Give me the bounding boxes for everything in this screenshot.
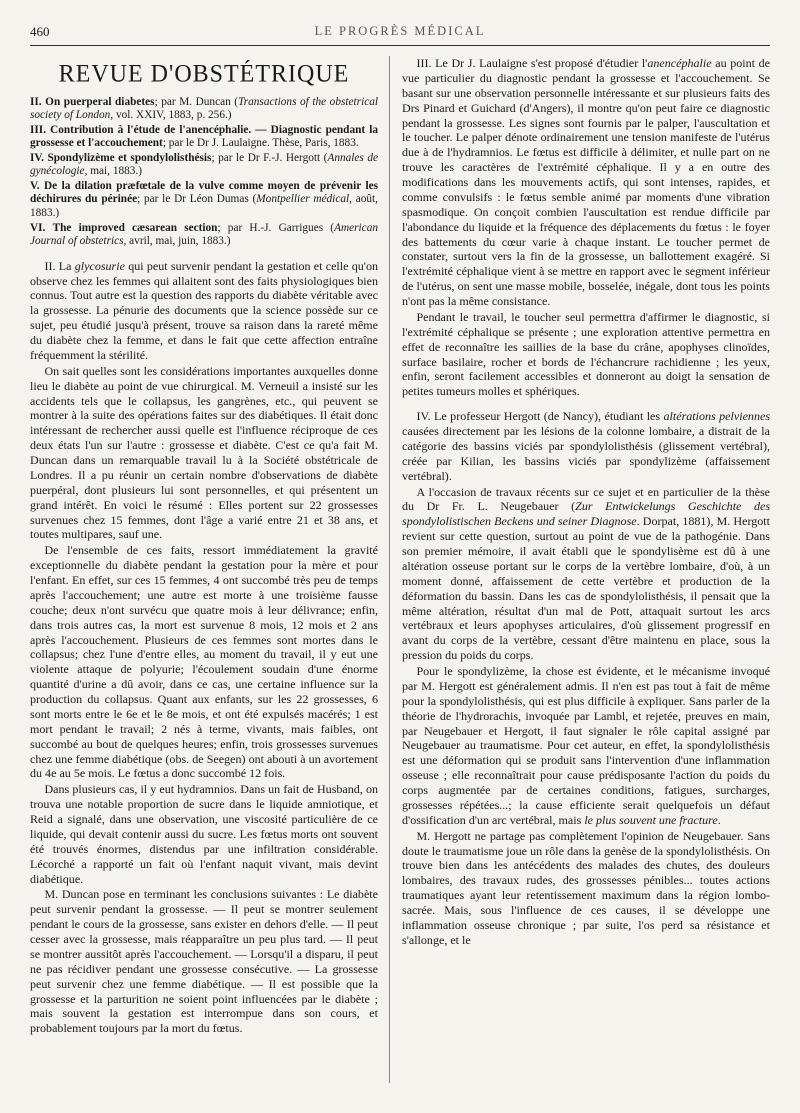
reference-number: VI.	[30, 221, 46, 234]
italic-term: altérations pelviennes	[663, 409, 770, 424]
text-run: Pour le spondylizème, la chose est évidente, et le mécanisme invoqué par M. Hergott est généralement admis. Il n'en est pas tout à fait de même pour la spondylolisthésis, qui est plus difficile à expliquer. Sans parler de la théorie de l'hydrorachis, invoquée par Lambl, et rejetée, preuves en main, par Neugebauer et Hergott, il faut signaler le rôle capital assigné par Neugebauer au traumatisme. Pour cet auteur, en effet, la spondylolisthésis est une déformation qui se produit sans l'intervention d'une inflammation osseuse ; elle reconnaîtrait pour cause prédisposante l'action du poids du corps augmentée par de certaines conditions, fatigues, surcharges, grossesses répétées...; la cause efficiente serait quelquefois un défaut d'ossification d'un arc vertébral, mais	[402, 664, 770, 827]
section-title: REVUE D'OBSTÉTRIQUE	[58, 60, 350, 88]
reference-source: Annales de gynécologie	[30, 151, 378, 178]
text-run: au point de vue particulier du diagnostic pendant la grossesse et l'accouchement. Se basant sur une observation personnelle intéressante et sur plusieurs faits des Drs Pinard et Guichard (d'Angers), il montre qu'on peut faire ce diagnostic pendant la grossesse. Les signes sont fournis par le palper, l'auscultation et le toucher. Le palper dénote ordinairement une tension manifeste de l'utérus due à de l'hydramnios. Le fœtus est difficile à délimiter, et nulle part on ne trouve les caractères de l'extrémité céphalique. Il y a en outre des modifications dans les mouvements actifs, qui sont intenses, rapides, et comme convulsifs : le fœtus semble animé par moments d'une vibration spasmodique. On conçoit combien l'auscultation est rendue difficile par l'abondance du liquide et la fréquence des déplacements du fœtus : le foyer des battements du cœur varie à chaque instant. Le toucher permet de constater, surtout vers la fin de la grossesse, un ballottement exagéré. Si l'extrémité céphalique vient à se mettre en rapport avec le segment inférieur de l'utérus, on sent une masse mobile, bosselée, inégale, dont tous les points n'ont pas la même consistance.	[402, 56, 770, 308]
reference-title: Spondylizème et spondylolisthésis	[47, 151, 212, 164]
reference-title: The improved cæsarean section	[52, 221, 218, 234]
paragraph-hergott	[402, 409, 770, 483]
text-run: A l'occasion de travaux récents sur ce sujet et en particulier de la thèse du Dr Fr. L. Neugebauer (	[402, 484, 770, 514]
reference-details: , août, 1883.)	[30, 193, 378, 220]
column-divider	[389, 56, 390, 1083]
reference-title: De la dilation præfœtale de la vulve comme moyen de prévenir les déchirures du périnée	[30, 179, 378, 206]
reference-details: , mai, 1883.)	[84, 165, 142, 178]
text-run: IV. Le professeur Hergott (de Nancy), étudiant les	[416, 409, 664, 424]
reference-item	[30, 124, 378, 151]
reference-source: Transactions of the obstetrical society of London	[30, 95, 378, 122]
text-run: qui peut survenir pendant la gestation et celle qu'on observe chez les femmes qui allaitent sont des faits physiologiques bien connus. Tout autre est la question des rapports du diabète véritable avec la grossesse. La pénurie des documents que la science possède sur ce sujet, peu étudié jusqu'à présent, trouve sa raison dans la rareté même du diabète chez la femme, et dans le fait que cette affection entraîne fréquemment la stérilité.	[30, 258, 378, 362]
reference-author: ; par le Dr Léon Dumas (	[137, 193, 257, 206]
reference-item	[30, 96, 378, 123]
paragraph-spondylizeme	[402, 664, 770, 828]
reference-author: ; par le Dr J. Laulaigne. Thèse, Paris, 1883.	[162, 137, 359, 150]
text-run: . Dorpat, 1881), M. Hergott revient sur cette question, surtout au point de vue de la pathogénie. Dans son premier mémoire, il avait établi que le spondylisème est dû à une altération osseuse portant sur le corps de la vertèbre lombaire, d'où, à un moment donné, affaissement de cette vertèbre et production de la déformation du bassin. Dans les cas de spondylolisthésis, il pensait que la même altération, résultat d'un mal de Pott, attaquait surtout les arcs vertébraux et leurs apophyses articulaires, d'où glissement progressif en avant du corps de la vertèbre, cessant d'être maintenu en place, sous la pression du poids du corps.	[402, 514, 770, 663]
italic-term: le plus souvent une fracture	[584, 812, 718, 827]
reference-title: Contribution à l'étude de l'anencéphalie. — Diagnostic pendant la grossesse et l'accouchement	[30, 123, 378, 150]
italic-term: glycosurie	[74, 258, 125, 273]
paragraph-diabetes-intro	[30, 259, 378, 363]
paragraph-labor-diagnosis: Pendant le travail, le toucher seul permettra d'affirmer le diagnostic, si l'extrémité céphalique se présente ; une exploration attentive permettra en effet de reconnaître les saillies de la base du crâne, apophyses clinoïdes, surface basilaire, rocher et bords de l'échancrure rachidienne ; les yeux, enfin, seront facilement accessibles et donneront au doigt la sensation de petites tumeurs molles et sphériques.	[402, 309, 770, 399]
text-run: III. Le Dr J. Laulaigne s'est proposé d'étudier l'	[416, 56, 648, 70]
italic-title: Zur Entwickelungs Geschichte des spondylolistischen Beckens und seiner Diagnose	[402, 499, 770, 529]
reference-source: American Journal of obstetrics	[30, 221, 378, 248]
text-run: II. La	[44, 258, 75, 273]
header-rule	[30, 45, 770, 46]
reference-item	[30, 152, 378, 179]
page-header	[30, 24, 770, 44]
reference-author: ; par H.-J. Garrigues (	[217, 221, 335, 234]
paragraph-hydramnios: Dans plusieurs cas, il y eut hydramnios. Dans un fait de Husband, on trouva une notable proportion de sucre dans le liquide amniotique, et Reid a signalé, dans une observation, une viscosité particulière de ce liquide, qui devait contenir aussi du sucre. Les fœtus morts ont souvent été trouvés énormes, distendus par une infiltration considérable. Lécorché a rapporté un fait où l'enfant naquit vivant, mais devint diabétique.	[30, 782, 378, 886]
italic-term: anencéphalie	[647, 56, 712, 70]
reference-number: II.	[30, 95, 42, 108]
right-column	[402, 56, 770, 1083]
reference-item	[30, 180, 378, 221]
reference-author: ; par M. Duncan (	[154, 95, 239, 108]
left-column	[30, 56, 378, 1083]
paragraph-gravity: De l'ensemble de ces faits, ressort immédiatement la gravité exceptionnelle du diabète pendant la gestation pour la mère et pour l'enfant. En effet, sur ces 15 femmes, 4 ont succombé très peu de temps après l'accouchement; une autre est morte à une troisième fausse couche; deux n'ont survécu que quatre mois à leur délivrance; enfin, dans trois autres cas, la mort est survenue 8 mois, 12 mois et 2 ans après l'accouchement. Plusieurs de ces femmes sont mortes dans le collapsus; chez l'une d'entre elles, au moment du travail, il y eut une violente attaque de polyurie; l'écoulement soudain d'une énorme quantité d'urine a dû avoir, dans ce cas, une certaine influence sur la production du collapsus. Quant aux enfants, sur les 22 grossesses, 6 sont morts entre le 6e et le 8e mois, et ont été expulsés macérés; 1 est mort pendant le travail; 2 nés à terme, vivants, mais faibles, ont succombé au bout de quelques heures; enfin, trois grossesses survenues chez une femme diabétique (obs. de Seegen) ont abouti à un avortement du 4e au 5e mois. Le fœtus a donc succombé 12 fois.	[30, 543, 378, 781]
reference-list	[30, 96, 378, 249]
reference-number: V.	[30, 179, 40, 192]
page-number: 460	[30, 24, 50, 39]
text-run: causées directement par les lésions de la colonne lombaire, a distrait de la catégorie des bassins viciés par spondylolisthésis (glissement vertébral), créée par Kilian, les bassins viciés par spondylizème (affaissement vertébral).	[402, 424, 770, 483]
reference-number: IV.	[30, 151, 44, 164]
paragraph-hergott-opinion: M. Hergott ne partage pas complètement l'opinion de Neugebauer. Sans doute le traumatisme joue un rôle dans la genèse de la spondylolisthésis. On trouve bien dans les antécédents des malades des chutes, des douleurs lombaires, des travaux rudes, des grossesses pénibles... toutes actions traumatiques ayant leur retentissement maximum dans la région lombo-sacrée. Mais, sous l'influence de ces causes, il se développe une inflammation osseuse chronique ; par suite, l'os perd sa résistance et s'allonge, et le	[402, 828, 770, 947]
paragraph-anencephaly	[402, 56, 770, 309]
reference-number: III.	[30, 123, 47, 136]
reference-source: Montpellier médical	[256, 193, 350, 206]
reference-title: On puerperal diabetes	[45, 95, 155, 108]
running-title: LE PROGRÈS MÉDICAL	[314, 24, 486, 38]
text-run: .	[717, 812, 721, 827]
reference-item	[30, 222, 378, 249]
paragraph-surgical: On sait quelles sont les considérations importantes auxquelles donne lieu le diabète au point de vue chirurgical. M. Verneuil a insisté sur les accidents tels que le collapsus, les gangrènes, etc., qui peuvent se montrer à la suite des opérations faites sur des diabétiques. Il était donc intéressant de rechercher aussi quelle est l'influence réciproque de ces deux états l'un sur l'autre : grossesse et diabète. C'est ce qu'a fait M. Duncan dans un remarquable travail lu à la Société obstétricale de Londres. Il a pu réunir un certain nombre d'observations de diabète puerpéral, dont plusieurs lui sont personnelles, et qui présentent un grand intérêt. En voici le résumé : Elles portent sur 22 grossesses survenues chez 15 femmes, dont l'âge a varié entre 21 et 38 ans, et toutes multipares, sauf une.	[30, 363, 378, 542]
reference-details: , avril, mai, juin, 1883.)	[123, 235, 231, 248]
paragraph-neugebauer-thesis	[402, 485, 770, 664]
paragraph-conclusions: M. Duncan pose en terminant les conclusions suivantes : Le diabète peut survenir pendant la grossesse. — Il peut se montrer seulement pendant le cours de la grossesse, sans exister en dehors d'elle. — Il peut cesser avec la grossesse, mais réapparaître un peu plus tard. — Il peut se montrer aussitôt après l'accouchement. — Lorsqu'il a disparu, il peut ne pas récidiver pendant une grossesse consécutive. — La grossesse peut survenir chez une femme diabétique. — Il est possible que la grossesse et la parturition ne soient point influencées par le diabète ; mais souvent la gestation est interrompue dans son cours, et probablement toujours par la mort du fœtus.	[30, 887, 378, 1036]
reference-details: , vol. XXIV, 1883, p. 256.)	[110, 109, 232, 122]
reference-author: ; par le Dr F.-J. Hergott (	[211, 151, 328, 164]
